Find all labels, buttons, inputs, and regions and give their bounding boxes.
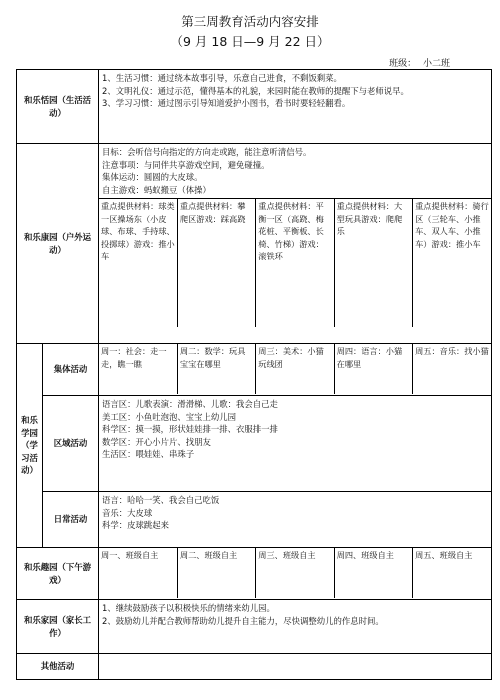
area-line: 生活区：喂娃娃、串珠子 bbox=[102, 449, 195, 459]
afternoon-day: 周五、班级自主 bbox=[415, 550, 473, 560]
group-content bbox=[99, 344, 492, 396]
daily-line: 语言：哈哈一笑、我会自己吃饭 bbox=[102, 495, 220, 505]
daily-line: 科学：皮球跳起来 bbox=[102, 520, 169, 530]
class-value: 小二班 bbox=[422, 59, 450, 69]
afternoon-day: 周一、班级自主 bbox=[99, 548, 177, 598]
outdoor-cell: 重点提供材料：平衡一区（高跷、梅花桩、平衡板、长椅、竹梯）游戏：滚铁环 bbox=[256, 199, 334, 327]
afternoon-content bbox=[99, 548, 492, 600]
outdoor-cell: 重点提供材料：大型玩具游戏：爬爬乐 bbox=[334, 199, 412, 327]
group-day: 周四：语言：小猫在哪里 bbox=[334, 344, 412, 394]
outdoor-label: 和乐康园（户外运动） bbox=[17, 144, 99, 344]
home-content bbox=[99, 600, 492, 654]
life-line: 2、文明礼仪：通过示范，懂得基本的礼貌，来园时能在教师的提醒下与老师说早。 bbox=[102, 85, 409, 96]
outdoor-line: 目标：会听信号向指定的方向走或跑，能注意听清信号。 bbox=[102, 147, 312, 157]
row-area bbox=[17, 396, 492, 492]
page-title: 第三周教育活动内容安排 bbox=[181, 14, 319, 29]
row-other bbox=[17, 654, 492, 680]
life-label: 和乐恬园（生活活动） bbox=[17, 70, 99, 144]
outdoor-content bbox=[99, 144, 492, 344]
other-label: 其他活动 bbox=[17, 654, 99, 680]
outdoor-cell: 重点提供材料：骑行区（三轮车、小推车、双人车、小推车）游戏：推小车 bbox=[413, 199, 491, 327]
group-day: 周五：音乐：找小猫 bbox=[415, 346, 489, 356]
group-day: 周三：美术：小猫玩线团 bbox=[256, 344, 334, 394]
home-label: 和乐家园（家长工作） bbox=[17, 600, 99, 654]
daily-label: 日常活动 bbox=[43, 492, 99, 548]
afternoon-day: 周二、班级自主 bbox=[177, 548, 255, 598]
row-life bbox=[17, 70, 492, 144]
life-line: 1、生活习惯：通过绕本故事引导，乐意自己进食，不剩饭剩菜。 bbox=[102, 73, 342, 83]
area-line: 美工区：小鱼吐泡泡、宝宝上幼儿园 bbox=[102, 411, 236, 422]
area-content bbox=[99, 396, 492, 492]
class-info bbox=[389, 56, 450, 69]
row-afternoon bbox=[17, 548, 492, 600]
life-content bbox=[99, 70, 492, 144]
row-daily bbox=[17, 492, 492, 548]
afternoon-days bbox=[99, 548, 491, 598]
schedule-table bbox=[16, 69, 492, 680]
row-home bbox=[17, 600, 492, 654]
group-label: 集体活动 bbox=[43, 344, 99, 396]
life-line: 3、学习习惯：通过图示引导知道爱护小图书，看书时要轻轻翻看。 bbox=[102, 98, 351, 108]
daily-line: 音乐：大皮球 bbox=[102, 507, 153, 518]
area-line: 科学区：摸一摸，形状娃娃排一排、衣服排一排 bbox=[102, 424, 278, 434]
class-label: 班级： bbox=[389, 59, 417, 69]
group-day: 周一：社会：走一走，瞧一瞧 bbox=[99, 344, 177, 394]
outdoor-line: 自主游戏：蚂蚁搬豆（体操） bbox=[102, 184, 211, 195]
home-line: 1、继续鼓励孩子以积极快乐的情绪来幼儿园。 bbox=[102, 603, 275, 613]
area-line: 语言区：儿歌表演：滑滑梯、儿歌：我会自己走 bbox=[102, 399, 278, 409]
area-line: 数学区：开心小片片、找朋友 bbox=[102, 436, 211, 447]
area-label: 区域活动 bbox=[43, 396, 99, 492]
group-days bbox=[99, 344, 491, 394]
outdoor-cell: 重点提供材料：攀爬区游戏：踩高跷 bbox=[177, 199, 255, 327]
afternoon-day: 周四、班级自主 bbox=[334, 548, 412, 598]
outdoor-cell: 重点提供材料：球类一区操场东（小皮球、布球、手持球、投掷球）游戏：推小车 bbox=[99, 199, 177, 327]
row-group bbox=[17, 344, 492, 396]
group-day: 周二：数学：玩具宝宝在哪里 bbox=[177, 344, 255, 394]
afternoon-label: 和乐趣园（下午游戏） bbox=[17, 548, 99, 600]
daily-content bbox=[99, 492, 492, 548]
home-line: 2、鼓励幼儿并配合教师帮助幼儿提升自主能力，尽快调整幼儿的作息时间。 bbox=[102, 615, 384, 626]
date-range: （9 月 18 日—9 月 22 日） bbox=[170, 34, 330, 49]
outdoor-materials bbox=[99, 198, 491, 327]
learning-label: 和乐学园（学习活动） bbox=[17, 344, 43, 548]
other-content bbox=[99, 654, 492, 680]
outdoor-line: 注意事项：与同伴共享游戏空间，避免碰撞。 bbox=[102, 159, 270, 170]
afternoon-day: 周三、班级自主 bbox=[256, 548, 334, 598]
row-outdoor bbox=[17, 144, 492, 344]
outdoor-line: 集体运动：圆圆的大皮球。 bbox=[102, 172, 203, 182]
